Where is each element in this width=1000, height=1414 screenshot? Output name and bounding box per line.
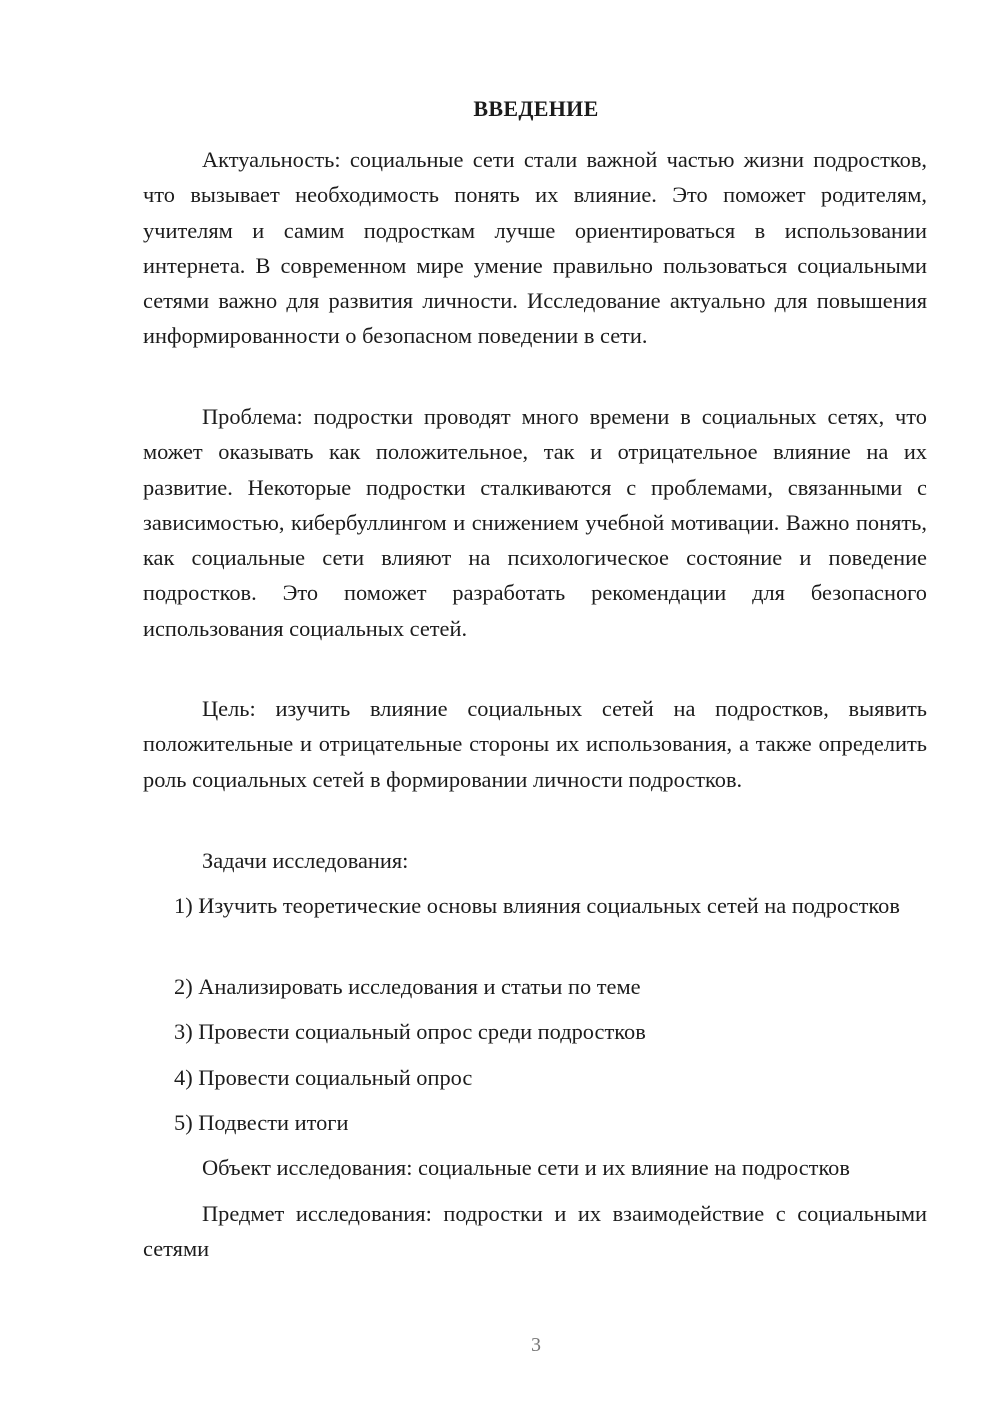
subject-paragraph: Предмет исследования: подростки и их взаимодействие с социальными сетями [143, 1201, 927, 1262]
tasks-heading: Задачи исследования: [202, 848, 409, 873]
goal-paragraph: Цель: изучить влияние социальных сетей на подростков, выявить положительные и отрицательные стороны их использования, а также определить роль социальных сетей в формировании личности подростков. [143, 696, 927, 792]
task-item-1: 1) Изучить теоретические основы влияния социальных сетей на подростков [174, 893, 900, 918]
task-item-4: 4) Провести социальный опрос [174, 1065, 473, 1090]
task-item-5: 5) Подвести итоги [174, 1110, 349, 1135]
page-number: 3 [531, 1334, 541, 1356]
task-item-2: 2) Анализировать исследования и статьи по теме [174, 974, 641, 999]
problem-paragraph: Проблема: подростки проводят много времени в социальных сетях, что может оказывать как положительное, так и отрицательное влияние на их развитие. Некоторые подростки сталкиваются с проблемами, связанными с зависимостью, кибербуллингом и снижением учебной мотивации. Важно понять, как социальные сети влияют на психологическое состояние и поведение подростков. Это поможет разработать рекомендации для безопасного использования социальных сетей. [143, 404, 927, 641]
page-title: ВВЕДЕНИЕ [473, 96, 599, 121]
task-item-3: 3) Провести социальный опрос среди подростков [174, 1019, 646, 1044]
relevance-paragraph: Актуальность: социальные сети стали важной частью жизни подростков, что вызывает необходимость понять их влияние. Это поможет родителям, учителям и самим подросткам лучше ориентироваться в использовании интернета. В современном мире умение правильно пользоваться социальными сетями важно для развития личности. Исследование актуально для повышения информированности о безопасном поведении в сети. [143, 147, 927, 349]
object-paragraph: Объект исследования: социальные сети и их влияние на подростков [202, 1155, 850, 1180]
